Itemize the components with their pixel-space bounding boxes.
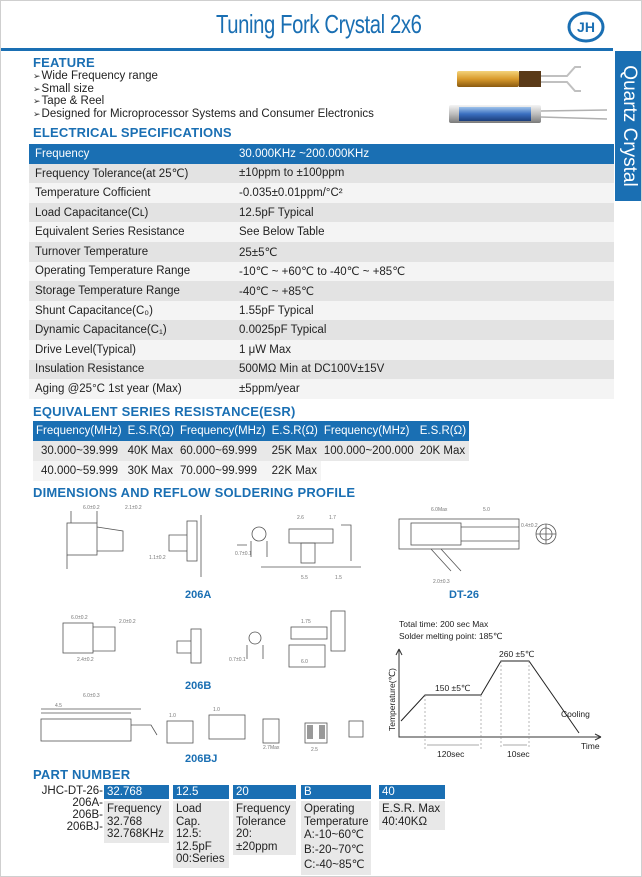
esr-freq: 40.000~59.999 [33, 461, 125, 481]
desc-line: Tolerance [236, 815, 286, 828]
pn-code-esr: 40 [379, 785, 445, 799]
pn-desc-load-cap [173, 801, 229, 868]
esr-col-esr: E.S.R(Ω) [269, 421, 321, 441]
prefix-line: 206BJ- [66, 821, 103, 833]
gold-crystal [457, 71, 519, 87]
reflow-peak: 260 ±5℃ [499, 649, 535, 659]
spec-label: Dynamic Capacitance(C₁) [29, 320, 239, 340]
spec-value: See Below Table [239, 222, 614, 242]
table-row [29, 203, 614, 223]
reflow-t2: 10sec [507, 749, 530, 759]
side-tab [615, 51, 642, 201]
esr-value: 40K Max [125, 441, 177, 461]
svg-text:1.7: 1.7 [329, 515, 336, 521]
svg-text:1.1±0.2: 1.1±0.2 [149, 555, 166, 561]
desc-line: 32.768KHz [107, 828, 164, 840]
desc-line: A:-10~60℃ [304, 829, 364, 841]
spec-label: Equivalent Series Resistance [29, 222, 239, 242]
feature-item: ➢ Small size [33, 83, 374, 96]
table-row [29, 340, 614, 360]
spec-label: Operating Temperature Range [29, 262, 239, 282]
spec-label: Load Capacitance(Cʟ) [29, 203, 239, 223]
svg-text:2.7Max: 2.7Max [263, 745, 280, 751]
spec-label: Drive Level(Typical) [29, 340, 239, 360]
label-206bj: 206BJ [185, 753, 218, 765]
desc-line: Frequency [236, 803, 291, 815]
esr-col-esr: E.S.R(Ω) [125, 421, 177, 441]
svg-text:5.5: 5.5 [301, 575, 308, 581]
svg-text:6.0Max: 6.0Max [431, 507, 448, 513]
reflow-t1: 120sec [437, 749, 465, 759]
table-row [29, 183, 614, 203]
crystal-photo [449, 63, 609, 139]
table-row [29, 281, 614, 301]
desc-line: Frequency [107, 803, 162, 815]
table-row [29, 242, 614, 262]
spec-value: -0.035±0.01ppm/°C² [239, 183, 614, 203]
feature-item: ➢ Wide Frequency range [33, 70, 374, 83]
table-row [33, 441, 469, 461]
spec-label: Aging @25°C 1st year (Max) [29, 379, 239, 399]
spec-value: ±10ppm to ±100ppm [239, 164, 614, 184]
desc-line: Operating [304, 803, 355, 815]
svg-text:6.0±0.2: 6.0±0.2 [83, 505, 100, 511]
reflow-total-time: Total time: 200 sec Max [399, 619, 489, 629]
spec-value: 500MΩ Min at DC100V±15V [239, 360, 614, 380]
esr-freq: 100.000~200.000 [321, 441, 417, 461]
spec-value: 30.000KHz ~200.000KHz [239, 144, 614, 164]
svg-text:2.1±0.2: 2.1±0.2 [125, 505, 142, 511]
part-number-prefix [37, 785, 103, 833]
feature-heading: FEATURE [33, 55, 95, 70]
pn-code-frequency: 32.768 [104, 785, 169, 799]
electrical-heading: ELECTRICAL SPECIFICATIONS [33, 125, 232, 140]
blue-crystal [459, 107, 531, 121]
esr-heading: EQUIVALENT SERIES RESISTANCE(ESR) [33, 404, 296, 419]
esr-freq: 30.000~39.999 [33, 441, 125, 461]
spec-label: Temperature Cofficient [29, 183, 239, 203]
desc-line: B:-20~70℃ [304, 844, 364, 856]
prefix-line: JHC-DT-26- [41, 785, 103, 797]
table-row [29, 301, 614, 321]
svg-text:0.7±0.1: 0.7±0.1 [235, 551, 252, 557]
svg-text:4.5: 4.5 [55, 703, 62, 709]
spec-label: Turnover Temperature [29, 242, 239, 262]
page-title: Tuning Fork Crystal 2x6 [216, 9, 422, 39]
label-206a: 206A [185, 589, 212, 601]
esr-freq: 70.000~99.999 [177, 461, 269, 481]
spec-value: -10℃ ~ +60℃ to -40℃ ~ +85℃ [239, 262, 614, 282]
table-row [29, 144, 614, 164]
table-row [29, 379, 614, 399]
svg-text:2.6: 2.6 [297, 515, 304, 521]
feature-item: ➢ Designed for Microprocessor Systems and Consumer Electronics [33, 108, 374, 121]
spec-label: Storage Temperature Range [29, 281, 239, 301]
spec-value: ±5ppm/year [239, 379, 614, 399]
table-row [29, 320, 614, 340]
spec-label: Shunt Capacitance(C₀) [29, 301, 239, 321]
desc-line: 40:40KΩ [382, 815, 428, 828]
svg-text:6.0: 6.0 [301, 659, 308, 665]
desc-line: 20:±20ppm [236, 828, 278, 853]
feature-item: ➢ Tape & Reel [33, 95, 374, 108]
pn-code-temperature: B [301, 785, 371, 799]
reflow-profile-chart [387, 619, 601, 759]
pn-desc-tolerance [233, 801, 296, 855]
desc-line: 12.5: [176, 828, 202, 840]
pn-code-load-cap: 12.5 [173, 785, 229, 799]
svg-text:2.4±0.2: 2.4±0.2 [77, 657, 94, 663]
reflow-ylabel: Temperature(℃) [387, 668, 397, 731]
header-rule [1, 48, 613, 51]
svg-text:1.0: 1.0 [169, 713, 176, 719]
spec-label: Frequency [29, 144, 239, 164]
esr-freq: 60.000~69.999 [177, 441, 269, 461]
reflow-cooling: Cooling [561, 709, 590, 719]
label-dt26: DT-26 [449, 589, 479, 601]
svg-text:0.7±0.1: 0.7±0.1 [229, 657, 246, 663]
pn-code-tolerance: 20 [233, 785, 296, 799]
svg-text:1.75: 1.75 [301, 619, 311, 625]
svg-text:1.0: 1.0 [213, 707, 220, 713]
side-tab-label: Quartz Crystal [619, 65, 640, 187]
esr-value: 22K Max [269, 461, 321, 481]
spec-value: 25±5℃ [239, 242, 614, 262]
label-206b: 206B [185, 680, 212, 692]
desc-line: C:-40~85℃ [304, 859, 365, 871]
svg-text:2.0±0.3: 2.0±0.3 [433, 579, 450, 585]
logo-text: JH [577, 19, 595, 35]
table-row [29, 262, 614, 282]
esr-col-freq: Frequency(MHz) [33, 421, 125, 441]
spec-label: Insulation Resistance [29, 360, 239, 380]
part-number-heading: PART NUMBER [33, 767, 131, 782]
svg-text:6.0±0.3: 6.0±0.3 [83, 693, 100, 699]
spec-value: -40℃ ~ +85℃ [239, 281, 614, 301]
dimensions-heading: DIMENSIONS AND REFLOW SOLDERING PROFILE [33, 485, 356, 500]
esr-col-esr: E.S.R(Ω) [417, 421, 469, 441]
desc-line: 00:Series [176, 853, 225, 865]
pn-desc-esr [379, 801, 445, 830]
table-row [29, 360, 614, 380]
spec-value: 1.55pF Typical [239, 301, 614, 321]
company-logo [567, 11, 605, 43]
esr-table [33, 421, 469, 481]
desc-line: E.S.R. Max [382, 803, 441, 815]
table-row [33, 421, 469, 441]
svg-text:1.5: 1.5 [335, 575, 342, 581]
spec-value: 0.0025pF Typical [239, 320, 614, 340]
spec-value: 1 μW Max [239, 340, 614, 360]
esr-value: 25K Max [269, 441, 321, 461]
feature-list [33, 70, 374, 120]
pn-desc-temperature [301, 801, 371, 875]
prefix-line: 206A- [72, 797, 103, 809]
drawing-206a [67, 511, 361, 577]
desc-line: Temperature [304, 815, 369, 828]
desc-line: 32.768 [107, 815, 143, 828]
dimension-drawings [1, 501, 642, 766]
pn-desc-frequency [104, 801, 169, 843]
svg-text:2.0±0.2: 2.0±0.2 [119, 619, 136, 625]
esr-col-freq: Frequency(MHz) [321, 421, 417, 441]
esr-col-freq: Frequency(MHz) [177, 421, 269, 441]
table-row [29, 164, 614, 184]
table-row [33, 461, 469, 481]
svg-text:5.0: 5.0 [483, 507, 490, 513]
spec-value: 12.5pF Typical [239, 203, 614, 223]
electrical-spec-table [29, 144, 614, 399]
desc-line: Load Cap. [176, 803, 202, 828]
svg-text:2.5: 2.5 [311, 747, 318, 753]
desc-line: 12.5pF [176, 840, 212, 853]
esr-value: 30K Max [125, 461, 177, 481]
svg-text:0.4±0.2: 0.4±0.2 [521, 523, 538, 529]
svg-text:6.0±0.2: 6.0±0.2 [71, 615, 88, 621]
drawing-206bj [41, 709, 363, 743]
reflow-xlabel: Time [581, 741, 600, 751]
esr-value: 20K Max [417, 441, 469, 461]
reflow-solder-point: Solder melting point: 185℃ [399, 631, 503, 641]
reflow-preheat: 150 ±5℃ [435, 683, 471, 693]
table-row [29, 222, 614, 242]
spec-label: Frequency Tolerance(at 25℃) [29, 164, 239, 184]
prefix-line: 206B- [72, 809, 103, 821]
